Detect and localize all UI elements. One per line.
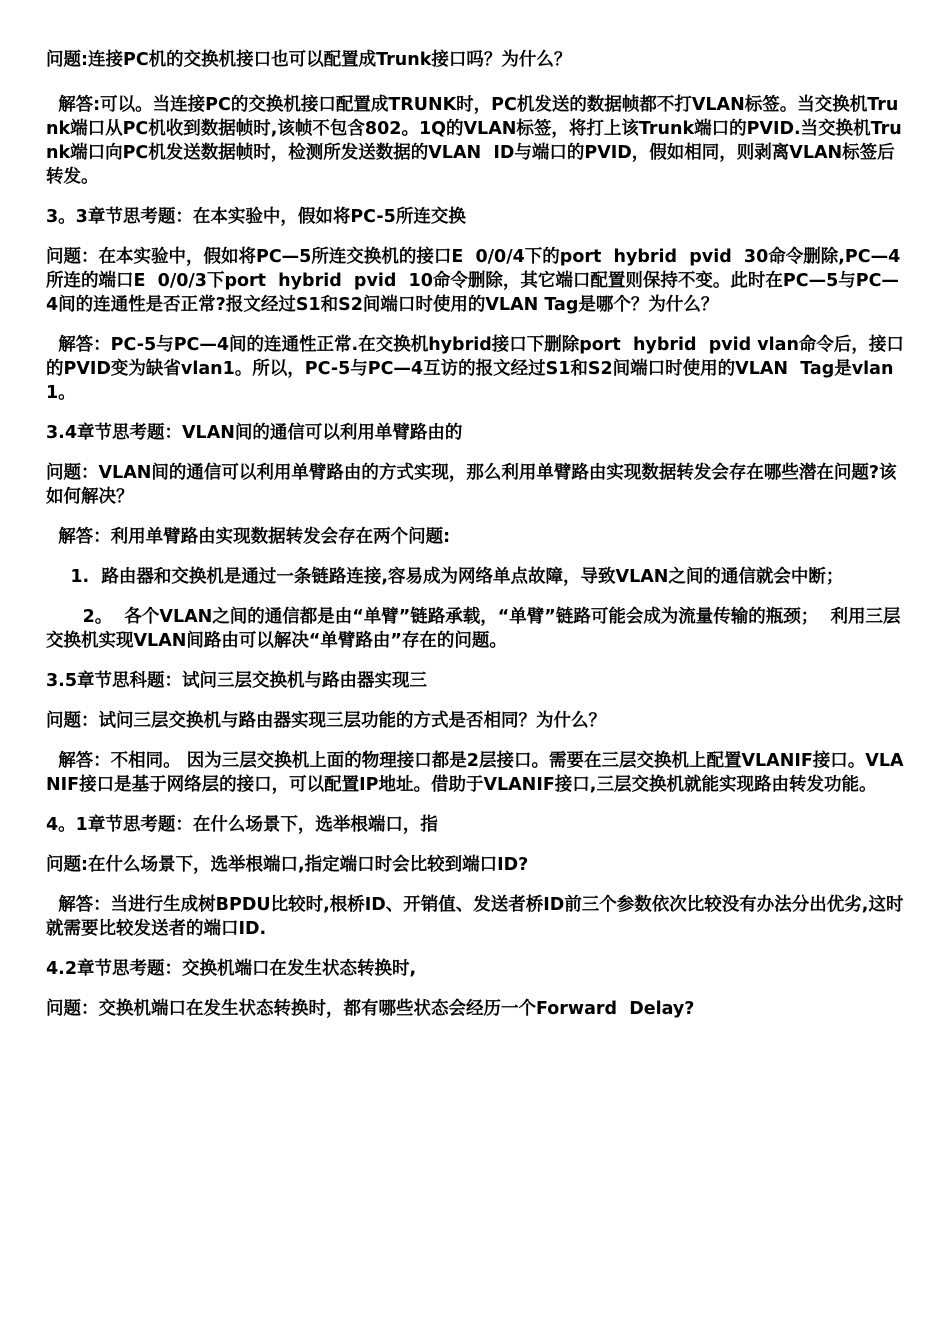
section-heading-3-3: 3。3章节思考题：在本实验中，假如将PC-5所连交换	[46, 207, 466, 227]
answer-1: 解答:可以。当连接PC的交换机接口配置成TRUNK时，PC机发送的数据帧都不打VLAN标签。当交换机Trunk端口从PC机收到数据帧时,该帧不包含802。1Q的VLAN标签，将打上该Trunk端口的PVID.当交换机Trunk端口向PC机发送数据帧时，检测所发送数据的VLAN ID与端口的PVID，假如相同，则剥离VLAN标签后转发。	[46, 95, 902, 187]
question-3-5: 问题：试问三层交换机与路由器实现三层功能的方式是否相同？为什么？	[46, 711, 606, 731]
section-heading-3-5: 3.5章节思科题：试问三层交换机与路由器实现三	[46, 671, 427, 691]
section-heading-4-2: 4.2章节思考题：交换机端口在发生状态转换时,	[46, 959, 417, 979]
document-page	[46, 48, 908, 1021]
answer-3-5: 解答：不相同。 因为三层交换机上面的物理接口都是2层接口。需要在三层交换机上配置VLANIF接口。VLANIF接口是基于网络层的接口，可以配置IP地址。借助于VLANIF接口,三层交换机就能实现路由转发功能。	[46, 751, 904, 795]
answer-3-4-point-2: 2。 各个VLAN之间的通信都是由“单臂”链路承载，“单臂”链路可能会成为流量传输的瓶颈； 利用三层交换机实现VLAN间路由可以解决“单臂路由”存在的问题。	[46, 607, 901, 651]
section-heading-4-1: 4。1章节思考题：在什么场景下，选举根端口，指	[46, 815, 438, 835]
question-3-3: 问题：在本实验中，假如将PC—5所连交换机的接口E 0/0/4下的port hybrid pvid 30命令删除,PC—4所连的端口E 0/0/3下port hybrid pvid 10命令删除，其它端口配置则保持不变。此时在PC—5与PC—4间的连通性是否正常?报文经过S1和S2间端口时使用的VLAN Tag是哪个？为什么？	[46, 247, 901, 315]
answer-4-1: 解答：当进行生成树BPDU比较时,根桥ID、开销值、发送者桥ID前三个参数依次比较没有办法分出优劣,这时就需要比较发送者的端口ID.	[46, 895, 904, 939]
question-4-2: 问题：交换机端口在发生状态转换时，都有哪些状态会经历一个Forward Delay?	[46, 999, 695, 1019]
answer-3-4-intro: 解答：利用单臂路由实现数据转发会存在两个问题:	[46, 527, 451, 547]
answer-3-4-point-1: 1. 路由器和交换机是通过一条链路连接,容易成为网络单点故障，导致VLAN之间的通信就会中断；	[46, 567, 844, 587]
question-4-1: 问题:在什么场景下，选举根端口,指定端口时会比较到端口ID?	[46, 855, 529, 875]
question-3-4: 问题：VLAN间的通信可以利用单臂路由的方式实现，那么利用单臂路由实现数据转发会存在哪些潜在问题?该如何解决？	[46, 463, 897, 507]
question-1: 问题:连接PC机的交换机接口也可以配置成Trunk接口吗？为什么？	[46, 50, 572, 70]
section-heading-3-4: 3.4章节思考题：VLAN间的通信可以利用单臂路由的	[46, 423, 463, 443]
answer-3-3: 解答：PC-5与PC—4间的连通性正常.在交换机hybrid接口下删除port hybrid pvid vlan命令后，接口的PVID变为缺省vlan1。所以，PC-5与PC—4互访的报文经过S1和S2间端口时使用的VLAN Tag是vlan 1。	[46, 335, 906, 403]
